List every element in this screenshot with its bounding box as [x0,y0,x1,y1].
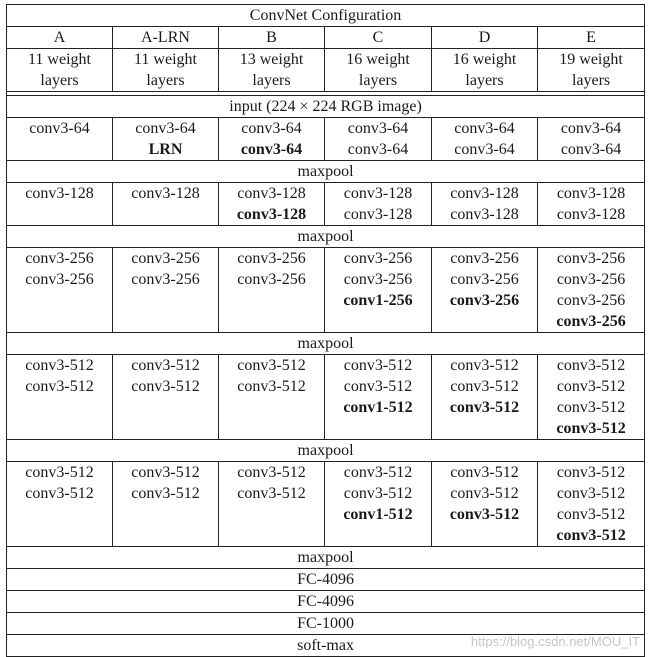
layer-entry: conv3-256 [343,271,413,288]
layer-cell [113,118,219,161]
layer-entry-added: conv3-256 [556,313,626,330]
layer-row-full: maxpool [7,440,645,462]
convnet-config-table [6,4,645,657]
layer-entry: conv3-64 [347,141,409,158]
layer-cell [432,248,538,333]
column-desc-line: layers [358,72,398,89]
layer-row-full: maxpool [7,161,645,183]
layer-entry: conv3-128 [343,185,413,202]
layer-cell [538,355,645,440]
layer-cell [325,183,432,226]
layer-entry: conv3-64 [241,120,302,137]
layer-cell [538,183,645,226]
layer-entry: conv3-512 [556,485,626,502]
layer-cell [432,183,538,226]
layer-cell [7,118,113,161]
layer-cell [325,462,432,547]
layer-entry: conv3-512 [450,464,519,481]
layer-entry-added: conv3-128 [236,206,307,223]
layer-cell [538,462,645,547]
layer-row-full: input (224 × 224 RGB image) [7,96,645,118]
layer-entry: conv3-128 [343,206,413,223]
column-desc-1 [113,49,219,92]
layer-entry: conv3-512 [556,357,626,374]
column-desc-line: layers [465,72,504,89]
layer-block-row [7,355,645,440]
layer-cell [219,355,325,440]
layer-cell [325,248,432,333]
layer-row-full: maxpool [7,226,645,248]
column-desc-line: 13 weight [239,51,304,68]
layer-entry: conv3-64 [454,141,515,158]
layer-cell [325,355,432,440]
column-header-5: E [538,27,645,49]
document [6,4,644,657]
layer-entry: conv3-256 [237,250,306,267]
watermark-text: https://blog.csdn.net/MOU_IT [470,634,640,649]
column-header-4: D [432,27,538,49]
table-title: ConvNet Configuration [7,5,645,27]
layer-entry: conv3-512 [25,378,94,395]
layer-entry: conv3-256 [237,271,306,288]
layer-entry-added: conv3-64 [240,141,303,158]
layer-cell [7,248,113,333]
column-desc-line: 11 weight [28,51,91,68]
column-desc-line: layers [146,72,185,89]
layer-entry: conv3-256 [131,250,200,267]
layer-entry-added: conv3-512 [556,420,626,437]
layer-entry: conv3-512 [131,378,200,395]
layer-cell [219,248,325,333]
layer-entry: conv3-512 [237,378,306,395]
layer-cell [219,118,325,161]
column-desc-5 [538,49,645,92]
layer-entry: conv3-128 [131,185,200,202]
layer-entry: conv3-128 [556,206,626,223]
layer-entry: conv3-512 [556,399,626,416]
layer-entry: conv3-512 [343,357,413,374]
column-desc-0 [7,49,113,92]
layer-entry: conv3-64 [560,141,622,158]
column-desc-line: layers [40,72,79,89]
layer-entry: conv3-64 [560,120,622,137]
layer-entry-added: conv3-256 [449,292,520,309]
column-desc-2 [219,49,325,92]
column-desc-3 [325,49,432,92]
layer-entry: conv3-256 [556,292,626,309]
column-desc-line: 16 weight [452,51,517,68]
layer-entry: conv3-256 [556,271,626,288]
layer-cell [432,118,538,161]
layer-entry-added: conv3-512 [449,506,520,523]
layer-entry: conv3-128 [450,206,519,223]
layer-entry: conv3-128 [237,185,306,202]
layer-entry-added: conv3-512 [556,527,626,544]
layer-entry-added: conv1-512 [343,506,413,523]
layer-entry: conv3-256 [556,250,626,267]
layer-block-row [7,462,645,547]
layer-entry-added: conv3-512 [449,399,520,416]
layer-entry: conv3-256 [343,250,413,267]
layer-entry: conv3-64 [29,120,90,137]
column-header-1: A-LRN [113,27,219,49]
layer-entry: conv3-512 [25,485,94,502]
layer-entry-added: LRN [148,141,183,158]
layer-cell [219,183,325,226]
column-desc-line: 19 weight [559,51,623,68]
layer-entry: conv3-256 [450,271,519,288]
layer-entry-added: conv1-256 [343,292,413,309]
layer-entry: conv3-512 [556,464,626,481]
layer-entry: conv3-512 [450,357,519,374]
column-header-3: C [325,27,432,49]
layer-entry: conv3-256 [450,250,519,267]
layer-row-full: soft-max [7,635,645,657]
layer-entry: conv3-512 [343,464,413,481]
layer-cell [113,355,219,440]
layer-cell [7,462,113,547]
layer-block-row [7,118,645,161]
layer-entry: conv3-512 [556,506,626,523]
layer-entry: conv3-512 [131,357,200,374]
layer-entry: conv3-128 [450,185,519,202]
layer-entry: conv3-256 [131,271,200,288]
layer-entry: conv3-512 [343,378,413,395]
layer-row-full: FC-4096 [7,591,645,613]
layer-cell [113,248,219,333]
layer-entry: conv3-64 [347,120,409,137]
layer-entry: conv3-256 [25,271,94,288]
column-header-2: B [219,27,325,49]
column-header-0: A [7,27,113,49]
layer-cell [219,462,325,547]
layer-cell [432,462,538,547]
layer-entry: conv3-512 [25,464,94,481]
layer-cell [538,118,645,161]
layer-entry: conv3-64 [454,120,515,137]
layer-cell [7,183,113,226]
layer-entry: conv3-512 [25,357,94,374]
layer-entry: conv3-512 [556,378,626,395]
layer-entry: conv3-512 [450,485,519,502]
layer-row-full: FC-4096 [7,569,645,591]
layer-entry-added: conv1-512 [343,399,413,416]
layer-cell [432,355,538,440]
layer-entry: conv3-128 [25,185,94,202]
layer-cell [325,118,432,161]
layer-cell [538,248,645,333]
layer-entry: conv3-512 [237,485,306,502]
layer-cell [113,183,219,226]
layer-entry: conv3-512 [343,485,413,502]
layer-entry: conv3-256 [25,250,94,267]
column-desc-line: 16 weight [346,51,410,68]
layer-row-full: FC-1000 [7,613,645,635]
layer-entry: conv3-512 [450,378,519,395]
layer-entry: conv3-512 [237,357,306,374]
layer-entry: conv3-64 [135,120,196,137]
layer-entry: conv3-512 [237,464,306,481]
layer-cell [7,355,113,440]
layer-entry: conv3-128 [556,185,626,202]
layer-entry: conv3-512 [131,485,200,502]
layer-block-row [7,248,645,333]
column-desc-line: layers [571,72,611,89]
column-desc-4 [432,49,538,92]
layer-cell [113,462,219,547]
column-desc-line: 11 weight [134,51,197,68]
layer-row-full: maxpool [7,333,645,355]
layer-row-full: maxpool [7,547,645,569]
layer-entry: conv3-512 [131,464,200,481]
layer-block-row [7,183,645,226]
column-desc-line: layers [252,72,291,89]
